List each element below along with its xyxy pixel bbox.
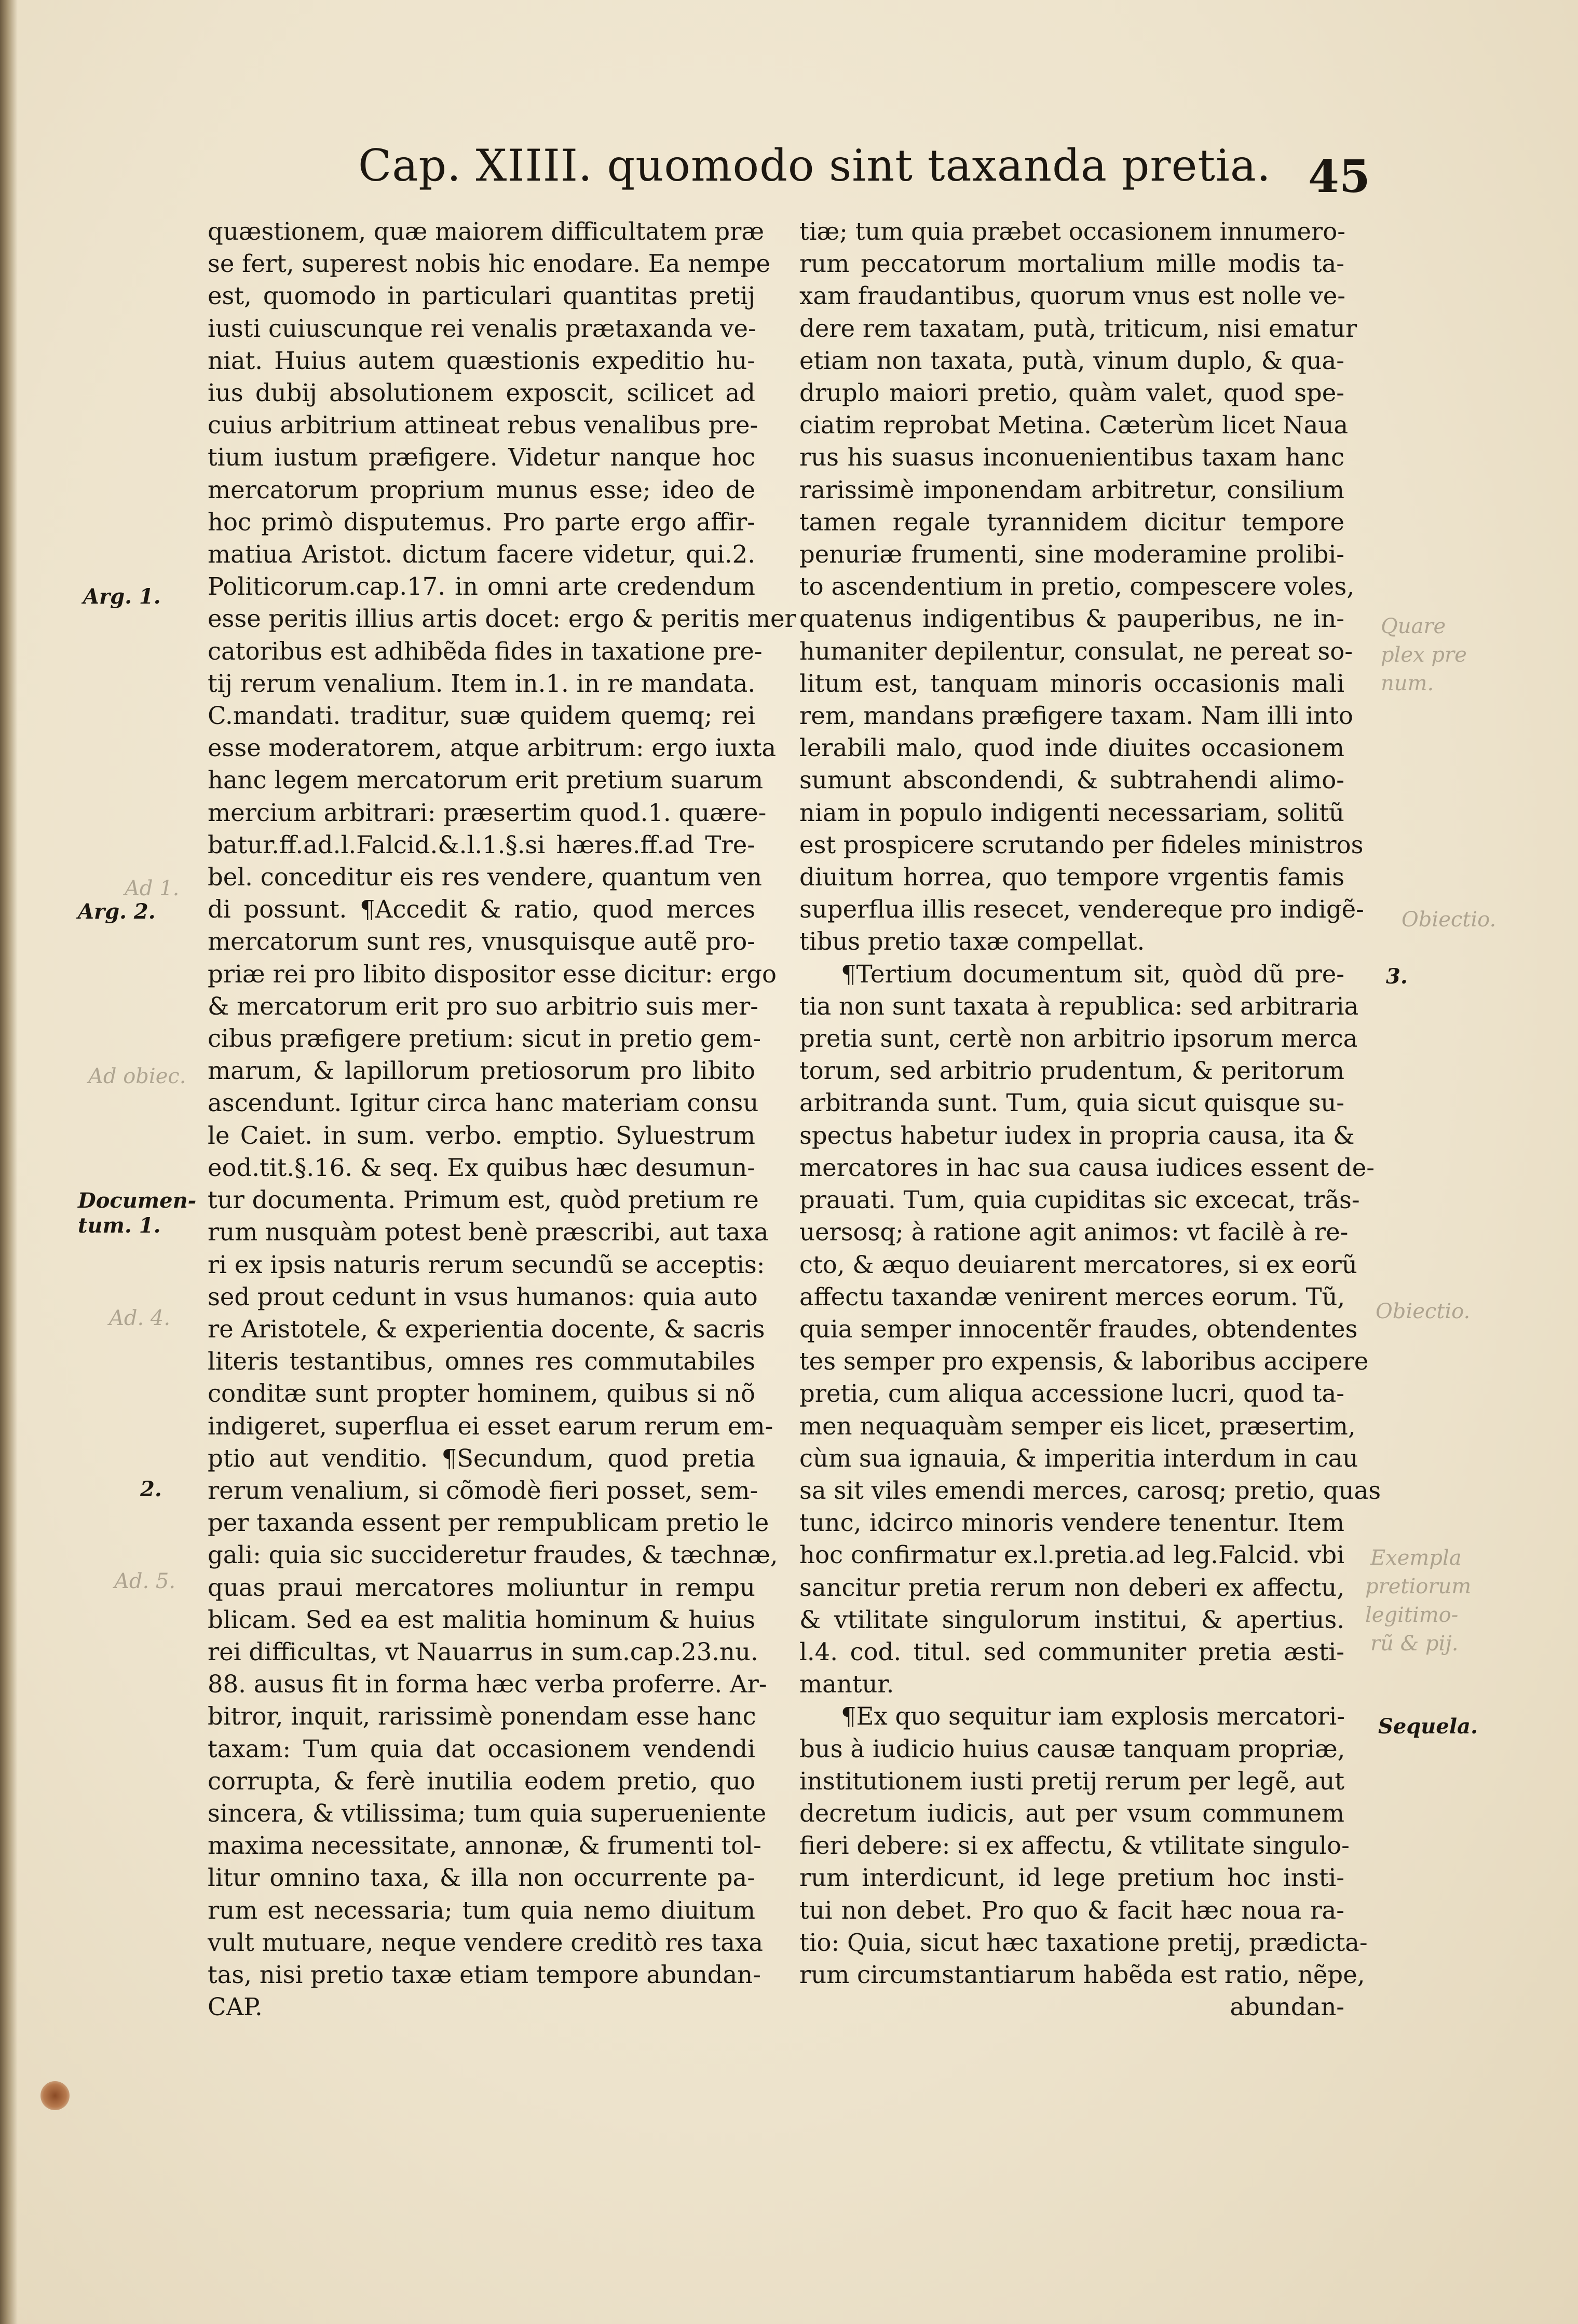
text-line: eod.tit.§.16. & seq. Ex quibus hæc desumun- (208, 1153, 755, 1182)
margin-note-left-3: Ad obiec. (88, 1064, 186, 1088)
text-line: rei difficultas, vt Nauarrus in sum.cap.23.nu. (208, 1637, 758, 1666)
margin-note-right-10: Sequela. (1378, 1714, 1478, 1739)
text-line: spectus habetur iudex in propria causa, ita & (799, 1121, 1355, 1150)
text-line: per taxanda essent per rempublicam pretio le (208, 1509, 769, 1537)
text-line: matiua Aristot. dictum facere videtur, qui.2. (208, 540, 755, 569)
text-line: bel. conceditur eis res vendere, quantum ven (208, 863, 762, 892)
text-line: ius dubij absolutionem exposcit, scilicet ad (208, 379, 755, 407)
catchword: CAP. (208, 1993, 263, 2021)
text-line: C.mandati. traditur, suæ quidem quemq; rei (208, 702, 755, 730)
text-line: to ascendentium in pretio, compescere voles, (799, 572, 1355, 601)
text-line: litur omnino taxa, & illa non occurrente pa- (208, 1864, 755, 1892)
running-header-title: Cap. XIIII. quomodo sint taxanda pretia. (358, 140, 1271, 191)
text-line: hoc primò disputemus. Pro parte ergo affir- (208, 508, 755, 536)
margin-note-right-6: Exempla (1370, 1546, 1462, 1570)
text-line: mercium arbitrari: præsertim quod.1. quære- (208, 798, 767, 827)
text-line: blicam. Sed ea est malitia hominum & huius (208, 1605, 755, 1634)
text-line: batur.ff.ad.l.Falcid.&.l.1.§.si hæres.ff.ad Tre- (208, 830, 755, 859)
margin-note-left-2: Arg. 2. (78, 899, 156, 924)
text-line: quia semper innocentẽr fraudes, obtendentes (799, 1315, 1358, 1343)
text-line: quæstionem, quæ maiorem difficultatem præ (208, 217, 765, 245)
text-line: cibus præfigere pretium: sicut in pretio gem- (208, 1024, 761, 1053)
text-line: pretia sunt, certè non arbitrio ipsorum merca (799, 1024, 1358, 1053)
text-line: literis testantibus, omnes res commutabiles (208, 1347, 755, 1376)
text-line: mercatorum proprium munus esse; ideo de (208, 475, 755, 504)
text-line: lerabili malo, quod inde diuites occasionem (799, 734, 1344, 762)
text-line: affectu taxandæ venirent merces eorum. Tũ, (799, 1282, 1345, 1311)
text-line-end: abundan- (1230, 1993, 1344, 2021)
text-line: di possunt. ¶Accedit & ratio, quod merces (208, 895, 755, 924)
text-line: arbitranda sunt. Tum, quia sicut quisque su- (799, 1089, 1344, 1117)
ink-stain (40, 2081, 70, 2110)
text-line: mercatores in hac sua causa iudices essent de- (799, 1153, 1375, 1182)
text-line: rum interdicunt, id lege pretium hoc insti- (799, 1864, 1344, 1892)
text-line: prauati. Tum, quia cupiditas sic excecat, trãs- (799, 1186, 1360, 1214)
margin-note-right-8: legitimo- (1365, 1603, 1459, 1627)
text-line: & vtilitate singulorum institui, & apertius. (799, 1605, 1344, 1634)
text-line: mantur. (799, 1670, 894, 1699)
text-line: hanc legem mercatorum erit pretium suarum (208, 766, 764, 795)
text-line: est, quomodo in particulari quantitas pretij (208, 282, 755, 310)
text-line: corrupta, & ferè inutilia eodem pretio, quo (208, 1767, 755, 1795)
left-column-text (208, 215, 796, 2023)
text-line: dere rem taxatam, putà, triticum, nisi ematur (799, 314, 1357, 343)
margin-note-right-0: Quare (1381, 614, 1446, 638)
text-line: niat. Huius autem quæstionis expeditio hu- (208, 346, 755, 375)
text-line: xam fraudantibus, quorum vnus est nolle ve- (799, 282, 1345, 310)
right-column-text (799, 215, 1381, 2023)
text-line: sumunt abscondendi, & subtrahendi alimo- (799, 766, 1344, 795)
page-binding-shadow (0, 0, 18, 2324)
text-line: le Caiet. in sum. verbo. emptio. Syluestrum (208, 1121, 755, 1150)
text-line: men nequaquàm semper eis licet, præsertim, (799, 1412, 1356, 1440)
text-line: rum peccatorum mortalium mille modis ta- (799, 250, 1344, 278)
page-number: 45 (1308, 151, 1370, 203)
text-line: tunc, idcirco minoris vendere tenentur. Item (799, 1509, 1344, 1537)
text-line: ¶Ex quo sequitur iam explosis mercatori- (841, 1702, 1345, 1731)
text-line: diuitum horrea, quo tempore vrgentis famis (799, 863, 1344, 892)
text-line: etiam non taxata, putà, vinum duplo, & qua- (799, 346, 1344, 375)
text-line: sed prout cedunt in vsus humanos: quia auto (208, 1282, 758, 1311)
text-line: ascendunt. Igitur circa hanc materiam consu (208, 1089, 759, 1117)
margin-note-left-8: Ad. 5. (114, 1569, 176, 1593)
text-line: tes semper pro expensis, & laboribus accipere (799, 1347, 1369, 1376)
text-line: taxam: Tum quia dat occasionem vendendi (208, 1734, 755, 1763)
text-line: cuius arbitrium attineat rebus venalibus pre- (208, 411, 758, 440)
text-line: fieri debere: si ex affectu, & vtilitate singulo- (799, 1831, 1350, 1860)
text-line: ¶Tertium documentum sit, quòd dũ pre- (841, 960, 1344, 988)
text-line: ptio aut venditio. ¶Secundum, quod pretia (208, 1444, 755, 1472)
text-line: pretia, cum aliqua accessione lucri, quod ta- (799, 1379, 1344, 1408)
text-line: penuriæ frumenti, sine moderamine prolibi- (799, 540, 1344, 569)
text-line: indigeret, superflua ei esset earum rerum em- (208, 1412, 773, 1440)
text-line: iusti cuiuscunque rei venalis prætaxanda ve- (208, 314, 756, 343)
text-line: decretum iudicis, aut per vsum communem (799, 1799, 1344, 1827)
text-line: institutionem iusti pretij rerum per legẽ, aut (799, 1767, 1344, 1795)
text-line: rerum venalium, si cõmodè fieri posset, sem- (208, 1476, 758, 1505)
text-line: rum circumstantiarum habẽda est ratio, nẽpe, (799, 1960, 1365, 1989)
margin-note-left-5: tum. 1. (78, 1213, 161, 1238)
text-line: sancitur pretia rerum non deberi ex affectu, (799, 1573, 1344, 1602)
margin-note-left-7: 2. (140, 1477, 162, 1501)
text-line: ri ex ipsis naturis rerum secundũ se acceptis: (208, 1250, 765, 1279)
text-line: cto, & æquo deuiarent mercatores, si ex eorũ (799, 1250, 1357, 1279)
text-line: rarissimè imponendam arbitretur, consilium (799, 475, 1344, 504)
text-line: sincera, & vtilissima; tum quia superueniente (208, 1799, 767, 1827)
text-line: rem, mandans præfigere taxam. Nam illi into (799, 702, 1353, 730)
text-line: marum, & lapillorum pretiosorum pro libito (208, 1057, 755, 1085)
margin-note-right-7: pretiorum (1365, 1575, 1472, 1598)
text-line: niam in populo indigenti necessariam, solitũ (799, 798, 1344, 827)
text-line: mercatorum sunt res, vnusquisque autẽ pro- (208, 927, 755, 956)
margin-note-left-0: Arg. 1. (83, 584, 161, 609)
text-line: tio: Quia, sicut hæc taxatione pretij, prædicta- (799, 1928, 1368, 1957)
text-line: tij rerum venalium. Item in.1. in re mandata. (208, 669, 756, 698)
text-line: esse peritis illius artis docet: ergo & peritis mer (208, 605, 796, 633)
text-line: bus à iudicio huius causæ tanquam propriæ, (799, 1734, 1345, 1763)
margin-note-left-6: Ad. 4. (109, 1306, 171, 1330)
text-line: uersosq; à ratione agit animos: vt facilè à re- (799, 1218, 1349, 1247)
text-line: superflua illis resecet, vendereque pro indigẽ- (799, 895, 1364, 924)
text-line: rus his suasus inconuenientibus taxam hanc (799, 443, 1344, 472)
text-line: l.4. cod. titul. sed communiter pretia æsti- (799, 1637, 1344, 1666)
text-line: priæ rei pro libito dispositor esse dicitur: ergo (208, 960, 777, 988)
text-line: est prospicere scrutando per fideles ministros (799, 830, 1364, 859)
text-line: humaniter depilentur, consulat, ne pereat so- (799, 637, 1353, 665)
margin-note-left-1: Ad 1. (125, 877, 180, 900)
text-line: tia non sunt taxata à republica: sed arbitraria (799, 992, 1359, 1020)
text-line: quatenus indigentibus & pauperibus, ne in- (799, 605, 1344, 633)
text-line: tamen regale tyrannidem dicitur tempore (799, 508, 1344, 536)
text-line: 88. ausus fit in forma hæc verba proferre. Ar- (208, 1670, 767, 1699)
margin-note-right-3: Obiectio. (1402, 908, 1497, 932)
text-line: rum nusquàm potest benè præscribi, aut taxa (208, 1218, 769, 1247)
text-line: quas praui mercatores moliuntur in rempu (208, 1573, 755, 1602)
text-line: tium iustum præfigere. Videtur nanque hoc (208, 443, 755, 472)
margin-note-right-5: Obiectio. (1376, 1300, 1471, 1323)
margin-note-left-4: Documen- (78, 1188, 197, 1213)
margin-note-right-9: rũ & pij. (1370, 1632, 1459, 1656)
text-line: torum, sed arbitrio prudentum, & peritorum (799, 1057, 1344, 1085)
text-line: tur documenta. Primum est, quòd pretium re (208, 1186, 759, 1214)
text-line: re Aristotele, & experientia docente, & sacris (208, 1315, 765, 1343)
text-line: ciatim reprobat Metina. Cæterùm licet Naua (799, 411, 1349, 440)
text-line: cùm sua ignauia, & imperitia interdum in cau (799, 1444, 1358, 1472)
text-line: conditæ sunt propter hominem, quibus si nõ (208, 1379, 755, 1408)
text-line: esse moderatorem, atque arbitrum: ergo iuxta (208, 734, 777, 762)
text-line: hoc confirmatur ex.l.pretia.ad leg.Falcid. vbi (799, 1541, 1344, 1569)
text-line: bitror, inquit, rarissimè ponendam esse hanc (208, 1702, 756, 1731)
text-line: tas, nisi pretio taxæ etiam tempore abundan- (208, 1960, 761, 1989)
text-line: litum est, tanquam minoris occasionis mali (799, 669, 1344, 698)
text-line: vult mutuare, neque vendere creditò res taxa (208, 1928, 763, 1957)
text-line: Politicorum.cap.17. in omni arte credendum (208, 572, 755, 601)
text-line: rum est necessaria; tum quia nemo diuitum (208, 1896, 755, 1924)
text-line: & mercatorum erit pro suo arbitrio suis mer- (208, 992, 758, 1020)
text-line: druplo maiori pretio, quàm valet, quod spe- (799, 379, 1344, 407)
text-line: sa sit viles emendi merces, carosq; pretio, quas (799, 1476, 1381, 1505)
text-line: se fert, superest nobis hic enodare. Ea nempe (208, 250, 770, 278)
margin-note-right-1: plex pre (1381, 643, 1467, 667)
margin-note-right-4: 3. (1386, 964, 1408, 989)
margin-note-right-2: num. (1381, 672, 1434, 695)
text-line: maxima necessitate, annonæ, & frumenti tol- (208, 1831, 761, 1860)
text-line: tui non debet. Pro quo & facit hæc noua ra- (799, 1896, 1344, 1924)
text-line: tiæ; tum quia præbet occasionem innumero- (799, 217, 1345, 245)
text-line: tibus pretio taxæ compellat. (799, 927, 1145, 956)
text-line: gali: quia sic succideretur fraudes, & tæchnæ, (208, 1541, 778, 1569)
text-line: catoribus est adhibẽda fides in taxatione pre- (208, 637, 763, 665)
